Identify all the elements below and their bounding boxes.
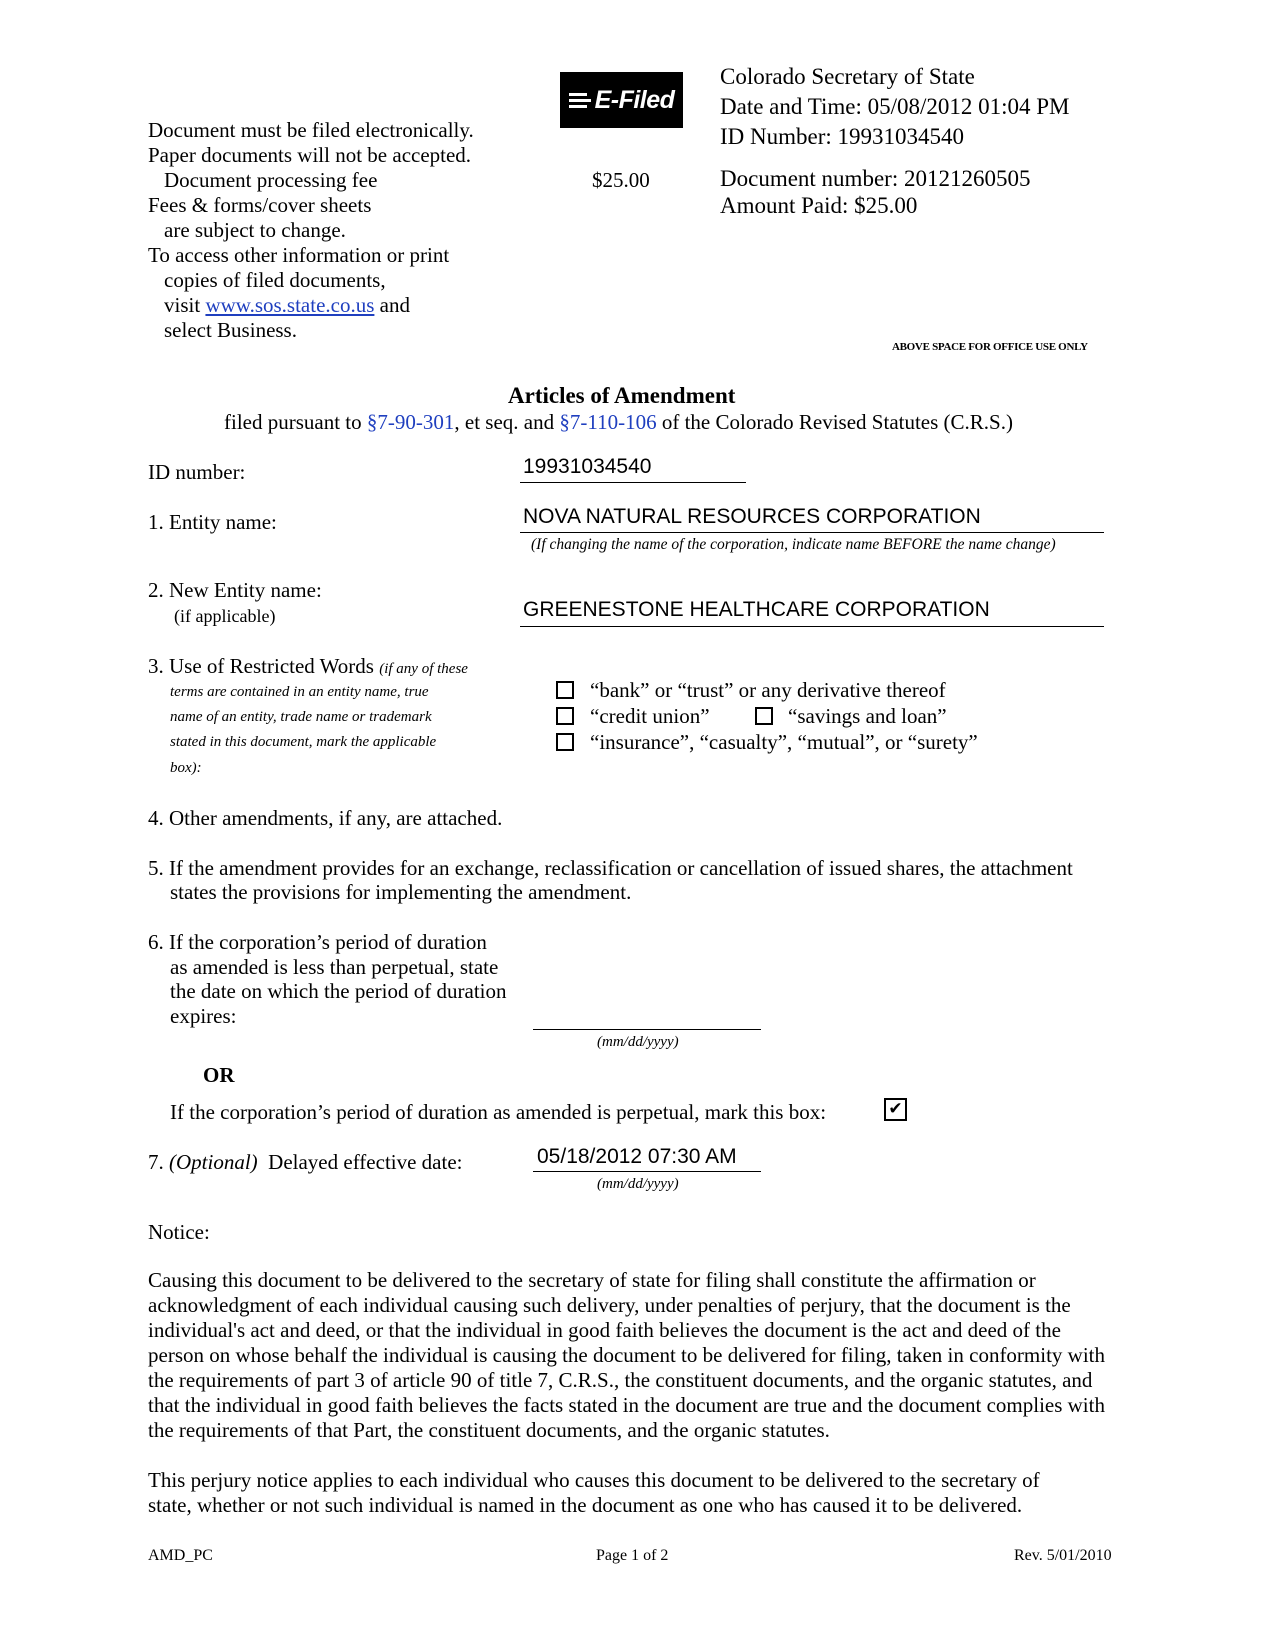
notice-paragraph-1: Causing this document to be delivered to the secretary of state for filing shall constitute the affirmation or acknowledgment of each individual causing such delivery, under penalties of perjury, that the document is the individual's act and deed, or that the individual in good faith believes the document is the act and deed of the person on whose behalf the individual is causing the document to be delivered for filing, taken in conformity with the requirements of part 3 of article 90 of title 7, C.R.S., the constituent documents, and the organic statutes, and that the individual in good faith believes the facts stated in the document are true and the document complies with the requirements of that Part, the constituent documents, and the organic statutes.: [148, 1268, 1106, 1442]
page-title: Articles of Amendment: [508, 383, 736, 408]
filing-date-time: Date and Time: 05/08/2012 01:04 PM: [720, 94, 1070, 119]
amount-paid: Amount Paid: $25.00: [720, 193, 918, 218]
entity-name-label: 1. Entity name:: [148, 510, 277, 534]
restricted-words-label: [148, 654, 468, 679]
stripes-icon: [569, 90, 591, 111]
instruction-line-5: are subject to change.: [164, 218, 346, 242]
visit-text: visit: [164, 293, 201, 317]
expiry-date-field[interactable]: [533, 1029, 761, 1030]
credit-union-label: “credit union”: [590, 704, 710, 728]
id-number-value: 19931034540: [523, 455, 652, 478]
new-entity-name-label: 2. New Entity name:: [148, 578, 322, 602]
restricted-words-note-1: (if any of these: [379, 661, 468, 677]
fee-amount: $25.00: [592, 168, 650, 192]
page-number: Page 1 of 2: [596, 1547, 669, 1564]
or-separator: OR: [203, 1063, 235, 1087]
subtitle-middle: , et seq. and: [454, 410, 555, 434]
item-4-text: 4. Other amendments, if any, are attached.: [148, 806, 503, 830]
entity-name-value: NOVA NATURAL RESOURCES CORPORATION: [523, 505, 981, 528]
restricted-words-title: 3. Use of Restricted Words: [148, 654, 374, 678]
restricted-words-note-3: name of an entity, trade name or trademark: [170, 709, 432, 725]
insurance-checkbox[interactable]: [556, 733, 574, 751]
item-6-line-4: expires:: [170, 1004, 237, 1028]
savings-loan-label: “savings and loan”: [788, 704, 947, 728]
revision-date: Rev. 5/01/2010: [1014, 1547, 1112, 1564]
subtitle-prefix: filed pursuant to: [224, 410, 362, 434]
id-number-underline: [520, 482, 746, 483]
office-use-note: ABOVE SPACE FOR OFFICE USE ONLY: [892, 341, 1088, 353]
instruction-line-1: Document must be filed electronically.: [148, 118, 474, 142]
instruction-line-7: copies of filed documents,: [164, 268, 386, 292]
item-7-number: 7.: [148, 1150, 164, 1174]
new-entity-name-value: GREENESTONE HEALTHCARE CORPORATION: [523, 598, 990, 621]
perpetual-text: If the corporation’s period of duration as amended is perpetual, mark this box:: [170, 1100, 827, 1124]
item-7-label-text: Delayed effective date:: [268, 1150, 463, 1174]
item-6-line-3: the date on which the period of duration: [170, 979, 507, 1003]
statute-link-2[interactable]: §7-110-106: [559, 410, 657, 434]
item-6-line-1: 6. If the corporation’s period of duration: [148, 930, 487, 954]
instruction-line-8: [164, 293, 410, 318]
credit-union-checkbox[interactable]: [556, 707, 574, 725]
instruction-line-9: select Business.: [164, 318, 297, 342]
page-subtitle: [224, 410, 1013, 435]
perpetual-checkbox[interactable]: [884, 1098, 907, 1121]
statute-link-1[interactable]: §7-90-301: [366, 410, 455, 434]
item-5-line-1: 5. If the amendment provides for an exchange, reclassification or cancellation of issued shares, the attachment: [148, 856, 1073, 880]
sos-website-link[interactable]: www.sos.state.co.us: [205, 293, 375, 317]
delayed-effective-date-field[interactable]: [533, 1171, 761, 1172]
bank-trust-checkbox[interactable]: [556, 681, 574, 699]
new-entity-name-sub: (if applicable): [174, 606, 276, 626]
subtitle-suffix: of the Colorado Revised Statutes (C.R.S.): [661, 410, 1013, 434]
entity-name-hint: (If changing the name of the corporation, indicate name BEFORE the name change): [531, 536, 1056, 553]
notice-paragraph-2: This perjury notice applies to each individual who causes this document to be delivered to the secretary of state, whether or not such individual is named in the document as one who has caused it to be delivered.: [148, 1468, 1040, 1517]
new-entity-name-underline: [520, 626, 1104, 627]
form-code: AMD_PC: [148, 1547, 213, 1564]
expiry-date-hint: (mm/dd/yyyy): [597, 1034, 679, 1050]
instruction-line-2: Paper documents will not be accepted.: [148, 143, 472, 167]
agency-name: Colorado Secretary of State: [720, 64, 975, 89]
item-5-line-2: states the provisions for implementing the amendment.: [170, 880, 632, 904]
notice-heading: Notice:: [148, 1220, 210, 1244]
e-filed-stamp: [560, 72, 683, 128]
entity-name-underline: [520, 532, 1104, 533]
office-id-number: ID Number: 19931034540: [720, 124, 965, 149]
insurance-label: “insurance”, “casualty”, “mutual”, or “surety”: [590, 730, 978, 754]
bank-trust-label: “bank” or “trust” or any derivative thereof: [590, 678, 946, 702]
item-7-optional: (Optional): [169, 1150, 258, 1174]
delayed-effective-date-value: 05/18/2012 07:30 AM: [537, 1145, 737, 1168]
delayed-date-hint: (mm/dd/yyyy): [597, 1176, 679, 1192]
restricted-words-note-4: stated in this document, mark the applicable: [170, 734, 437, 750]
item-6-line-2: as amended is less than perpetual, state: [170, 955, 499, 979]
savings-loan-checkbox[interactable]: [755, 707, 773, 725]
e-filed-label: E-Filed: [594, 85, 675, 114]
instruction-line-4: Fees & forms/cover sheets: [148, 193, 372, 217]
restricted-words-note-5: box):: [170, 760, 202, 776]
item-7-label: [148, 1150, 463, 1175]
restricted-words-note-2: terms are contained in an entity name, true: [170, 684, 429, 700]
id-number-label: ID number:: [148, 460, 246, 484]
fee-label: Document processing fee: [164, 168, 378, 192]
document-number: Document number: 20121260505: [720, 166, 1031, 191]
and-text: and: [379, 293, 410, 317]
instruction-line-6: To access other information or print: [148, 243, 450, 267]
checkmark-icon: ✔: [888, 1099, 903, 1119]
